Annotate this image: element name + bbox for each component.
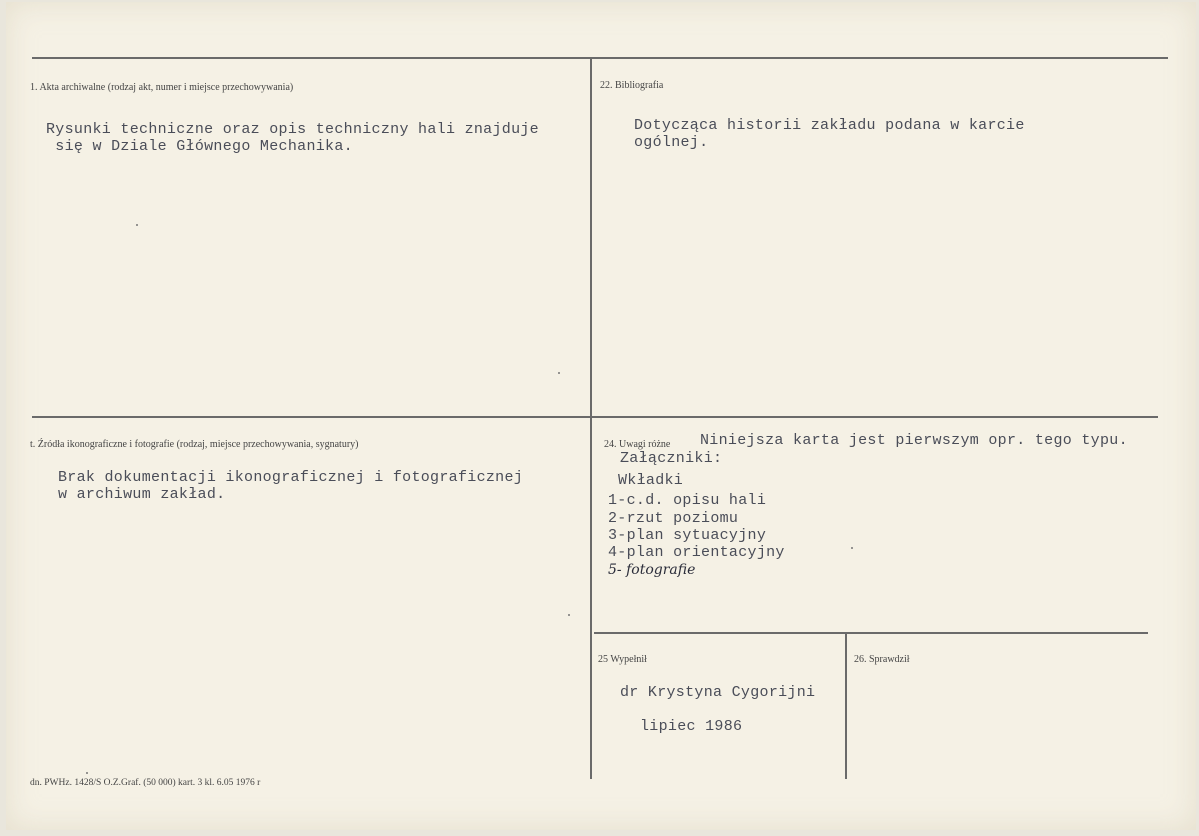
filled-by-name: dr Krystyna Cygorijni	[620, 684, 816, 701]
attachment-item-4: 4-plan orientacyjny	[608, 544, 785, 561]
paper-speck	[851, 547, 853, 549]
iconographic-text-line-1: Brak dokumentacji ikonograficznej i fotograficznej	[58, 469, 524, 486]
section-remarks-label: 24. Uwagi różne	[604, 439, 671, 450]
paper-speck	[558, 372, 560, 374]
signature-divider	[845, 634, 847, 779]
filled-by-date: lipiec 1986	[640, 718, 743, 735]
top-rule	[32, 57, 1168, 59]
signature-rule	[594, 632, 1148, 634]
archival-text-line-2: się w Dziale Głównego Mechanika.	[46, 138, 353, 155]
record-card	[6, 2, 1196, 830]
section-filled-by-label: 25 Wypełnił	[598, 654, 647, 665]
bibliography-text-line-1: Dotycząca historii zakładu podana w karcie	[634, 117, 1025, 134]
attachment-item-5-handwritten: 5- fotografie	[608, 562, 696, 578]
section-bibliography-label: 22. Bibliografia	[600, 80, 664, 91]
attachments-title: Załączniki:	[620, 450, 723, 467]
bibliography-text-line-2: ogólnej.	[634, 134, 709, 151]
iconographic-text-line-2: w archiwum zakład.	[58, 486, 226, 503]
remarks-note: Niniejsza karta jest pierwszym opr. tego typu.	[700, 432, 1128, 449]
section-archival-label: 1. Akta archiwalne (rodzaj akt, numer i miejsce przechowywania)	[30, 82, 294, 93]
archival-text-line-1: Rysunki techniczne oraz opis techniczny hali znajduje	[46, 121, 539, 138]
middle-rule	[32, 416, 1158, 418]
paper-speck	[86, 772, 88, 774]
attachment-item-1: 1-c.d. opisu hali	[608, 492, 767, 509]
print-footer: dn. PWHz. 1428/S O.Z.Graf. (50 000) kart. 3 kl. 6.05 1976 r	[30, 778, 261, 788]
section-iconographic-label: t. Źródła ikonograficzne i fotografie (rodzaj, miejsce przechowywania, sygnatury)	[30, 439, 359, 450]
attachment-item-2: 2-rzut poziomu	[608, 510, 739, 527]
attachment-item-3: 3-plan sytuacyjny	[608, 527, 767, 544]
section-checked-by-label: 26. Sprawdził	[854, 654, 910, 665]
inserts-title: Wkładki	[618, 472, 684, 489]
center-divider	[590, 57, 592, 779]
paper-speck	[568, 614, 570, 616]
paper-speck	[136, 224, 138, 226]
